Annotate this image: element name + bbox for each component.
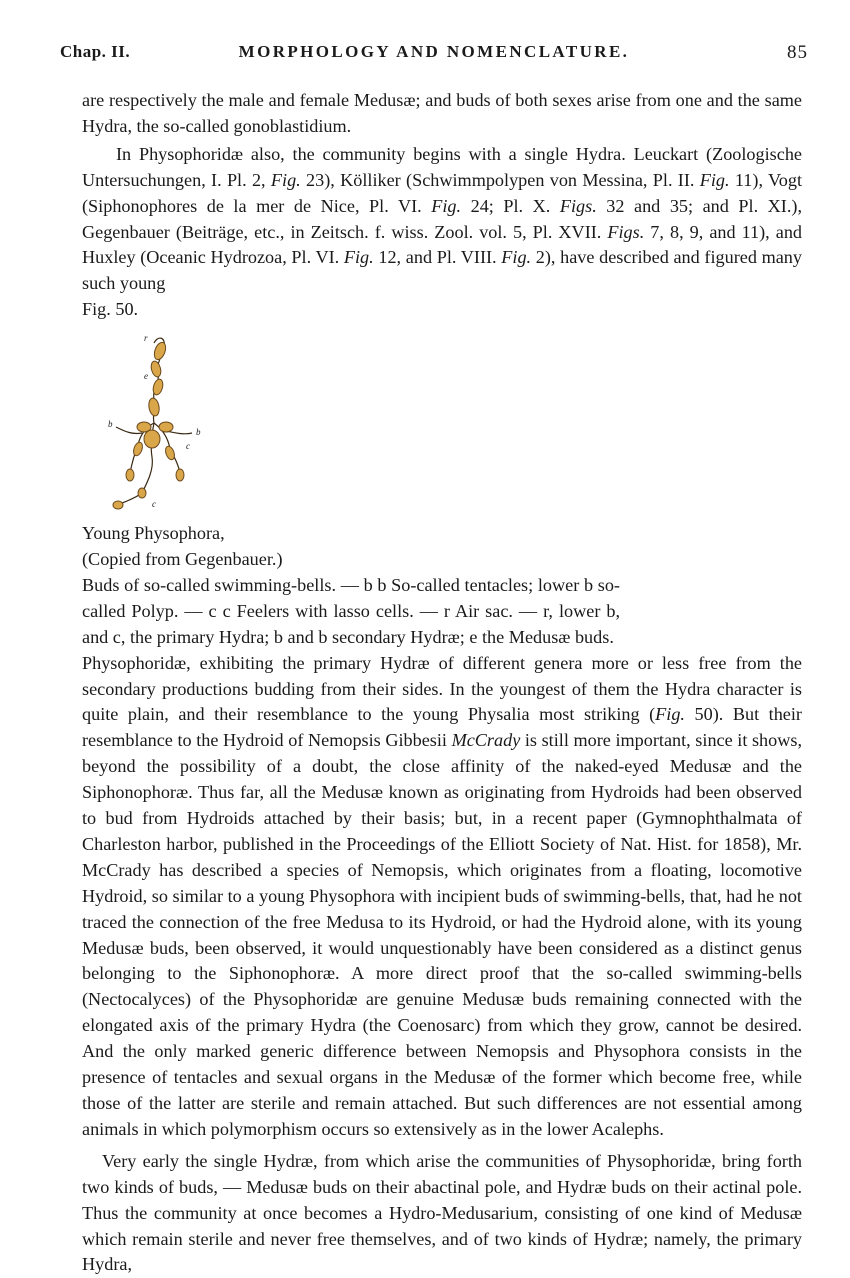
paragraph-physophoridae-lead: In Physophoridæ also, the community begins with a single Hydra. Leuckart (Zoologische Untersuchungen, I. Pl. 2, Fig. 23), Kölliker (Schwimmpolypen von Messina, Pl. II. Fig. 11), Vogt (Siphonophores de la mer de Nice, Pl. VI. Fig. 24; Pl. X. Figs. 32 and 35; and Pl. XI.), Gegenbauer (Beiträge, etc., in Zeitsch. f. wiss. Zool. vol. 5, Pl. XVII. Figs. 7, 8, 9, and 11), and Huxley (Oceanic Hydrozoa, Pl. VI. Fig. 12, and Pl. VIII. Fig. 2), have described and figured many such young [82,143,803,294]
young-physophora-illustration [82,323,232,513]
paragraph-continuation: are respectively the male and female Medusæ; and buds of both sexes arise from one and the same Hydra, the so-called gonoblastidium. [82,90,802,136]
running-title: MORPHOLOGY AND NOMENCLATURE. [238,42,630,61]
figure-label: Fig. 50. [82,299,139,320]
fig-letter-b-left: b [108,419,113,430]
paragraph-physophoridae [82,142,802,297]
running-header [60,42,808,68]
paragraph-early-hydrae: Very early the single Hydræ, from which arise the communities of Physophoridæ, bring forth two kinds of buds, — Medusæ buds on their abactinal pole, and Hydræ buds on their actinal pole. Thus the community at once becomes a Hydro-Medusarium, consisting of one kind of Medusæ which remain sterile and never free themselves, and of two kinds of Hydræ; namely, the primary Hydra, [82,1150,802,1275]
page-number: 85 [787,42,808,63]
chapter-label: Chap. II. [60,42,131,61]
figure-50 [634,275,812,603]
figure-source: (Copied from Gegenbauer.) [82,548,283,569]
body-text [82,88,802,1278]
paragraph-physophoridae-rest: Physophoridæ, exhibiting the primary Hydræ of different genera more or less free from the secondary productions budding from their sides. In the youngest of them the Hydra character is quite plain, and their resemblance to the young Physalia most striking (Fig. 50). But their resemblance to the Hydroid of Nemopsis Gibbesii McCrady is still more important, since it shows, beyond the possibility of a doubt, the close affinity of the naked-eyed Medusæ and the Siphonophoræ. Thus far, all the Medusæ known as originating from Hydroids had been observed to bud from Hydroids attached by their basis; but, in a recent paper (Gymnophthalmata of Charleston harbor, published in the Proceedings of the Elliott Society of Nat. Hist. for 1858), Mr. McCrady has described a species of Nemopsis, which originates from a floating, locomotive Hydroid, so similar to a young Physophora with incipient buds of swimming-bells, that, had he not traced the connection of the free Medusa to its Hydroid, or had the Hydroid alone, with its young Medusæ buds, been observed, it would unquestionably have been considered as a distinct genus belonging to the Siphonophoræ. A more direct proof that the so-called swimming-bells (Nectocalyces) of the Physophoridæ are genuine Medusæ buds remaining connected with the elongated axis of the primary Hydra (the Coenosarc) from which they grow, cannot be desired. And the only marked generic difference between Nemopsis and Physophora consists in the presence of tentacles and sexual organs in the Medusæ of the former which become free, while those of the latter are sterile and remain attached. But such differences are not essential among animals in which polymorphism occurs so extensively as in the lower Acalephs. [82,652,802,1139]
fig-letter-c-lower: c [152,499,156,510]
figure-title: Young Physophora, [82,523,225,544]
figure-caption: Buds of so-called swimming-bells. — b b So-called tentacles; lower b so-called Polyp. — c c Feelers with lasso cells. — r Air sac. — r, lower b, and c, the primary Hydra; b and b secondary Hydræ; e the Medusæ buds. [82,574,620,647]
fig-letter-b-right: b [196,427,201,438]
fig-letter-e: e [144,371,148,382]
fig-letter-r: r [144,333,148,344]
fig-letter-c-right: c [186,441,190,452]
